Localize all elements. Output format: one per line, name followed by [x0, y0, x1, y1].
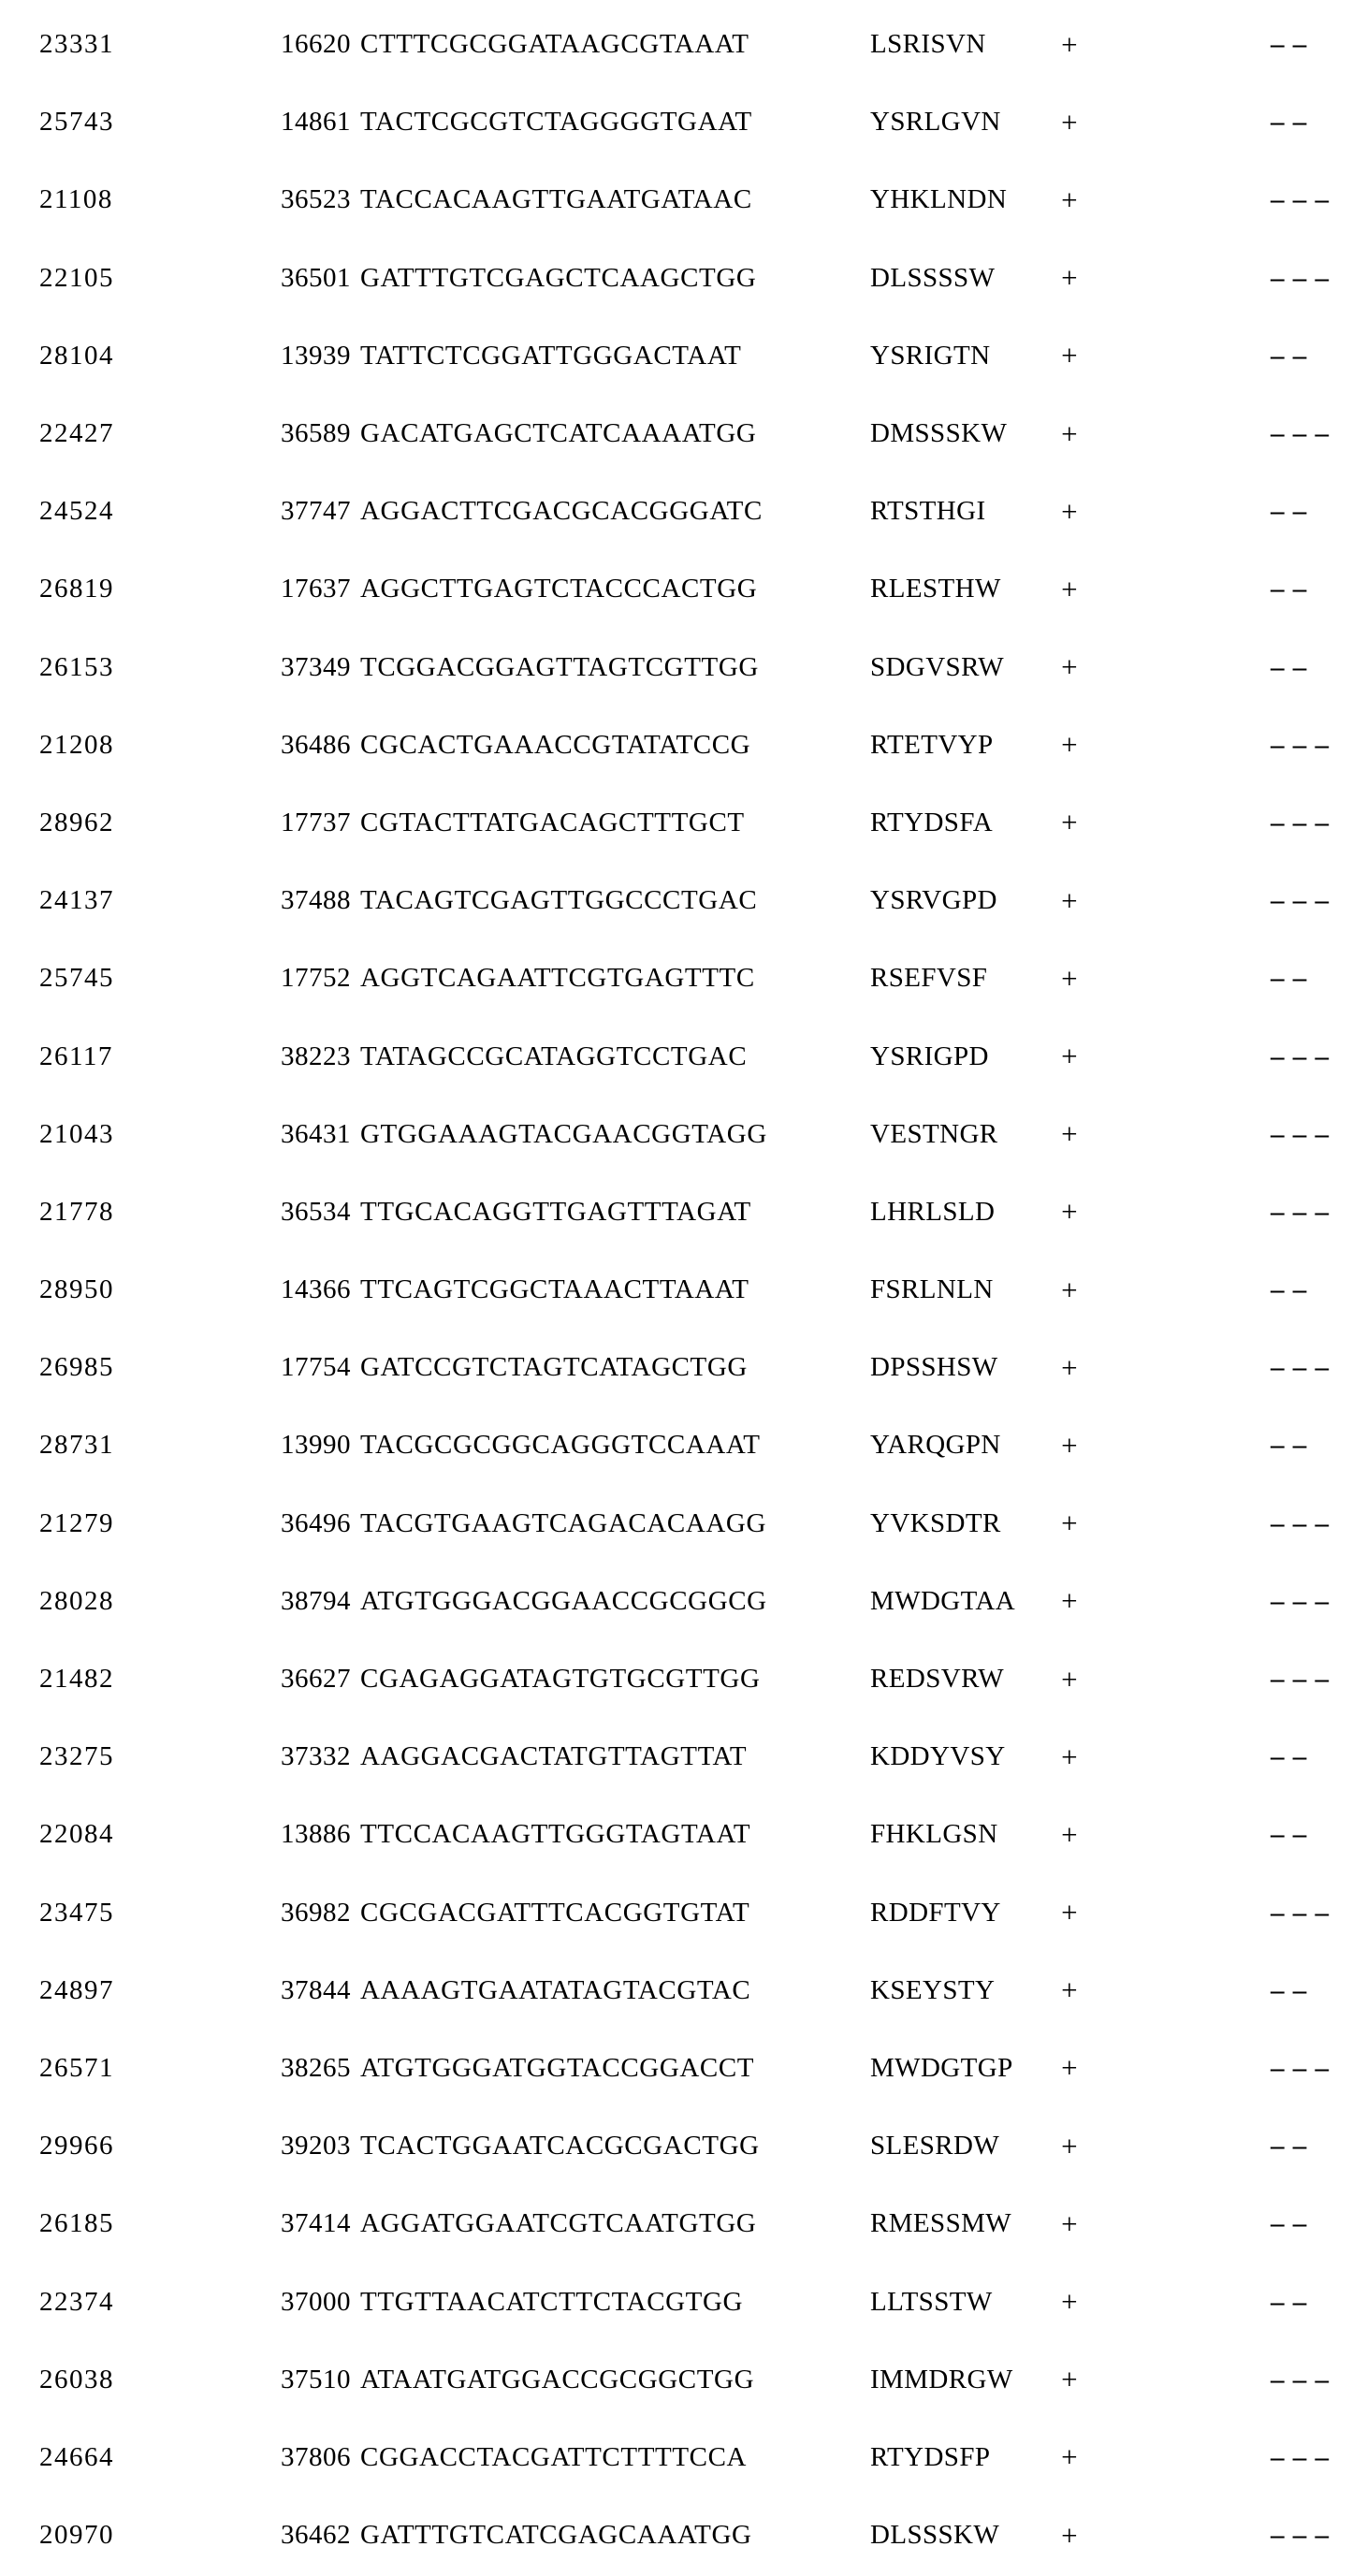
- peptide-sequence: SDGVSRW: [870, 651, 1004, 682]
- dash-marks: – –: [1271, 574, 1308, 604]
- peptide-sequence: DLSSSSW: [870, 262, 996, 293]
- clone-id: 26571: [39, 2052, 114, 2083]
- clone-id: 21208: [39, 729, 114, 760]
- dna-sequence: TACGTGAAGTCAGACACAAGG: [360, 1507, 766, 1538]
- dash-marks: – – –: [1271, 2364, 1330, 2394]
- clone-id: 29966: [39, 2131, 114, 2161]
- dash-marks: – –: [1271, 29, 1308, 60]
- peptide-sequence: YHKLNDN: [870, 184, 1008, 215]
- table-row: [39, 1874, 1367, 1952]
- dna-sequence: TCACTGGAATCACGCGACTGG: [360, 2131, 760, 2161]
- peptide-sequence: DMSSSKW: [870, 418, 1008, 449]
- dash-marks: – –: [1271, 1974, 1308, 2005]
- clone-id: 22427: [39, 418, 114, 449]
- dna-sequence: TACTCGCGTCTAGGGGTGAAT: [360, 107, 752, 138]
- strand-plus-sign: +: [1061, 2440, 1078, 2474]
- strand-plus-sign: +: [1061, 2051, 1078, 2085]
- clone-id: 22084: [39, 1819, 114, 1850]
- dash-marks: – – –: [1271, 2441, 1330, 2472]
- dash-marks: – –: [1271, 1819, 1308, 1850]
- peptide-sequence: YSRLGVN: [870, 107, 1001, 138]
- table-row: [39, 240, 1367, 317]
- dna-sequence: TATAGCCGCATAGGTCCTGAC: [360, 1041, 748, 1071]
- strand-plus-sign: +: [1061, 572, 1078, 605]
- dna-sequence: TTCCACAAGTTGGGTAGTAAT: [360, 1819, 751, 1850]
- table-row: [39, 2185, 1367, 2263]
- peptide-sequence: RTYDSFP: [870, 2441, 991, 2472]
- peptide-sequence: RLESTHW: [870, 574, 1001, 604]
- peptide-sequence: DPSSHSW: [870, 1352, 998, 1383]
- table-row: [39, 1640, 1367, 1718]
- strand-plus-sign: +: [1061, 1506, 1078, 1540]
- dna-sequence: AGGACTTCGACGCACGGGATC: [360, 496, 763, 527]
- dna-sequence: TCGGACGGAGTTAGTCGTTGG: [360, 651, 759, 682]
- peptide-sequence: LLTSSTW: [870, 2286, 993, 2317]
- clone-id: 28950: [39, 1274, 114, 1305]
- clone-id: 22105: [39, 262, 114, 293]
- strand-plus-sign: +: [1061, 27, 1078, 61]
- peptide-sequence: YSRIGPD: [870, 1041, 989, 1071]
- strand-plus-sign: +: [1061, 339, 1078, 372]
- dash-marks: – – –: [1271, 184, 1330, 215]
- strand-plus-sign: +: [1061, 416, 1078, 450]
- position-number: 16620: [281, 29, 351, 60]
- dna-sequence: AAAAGTGAATATAGTACGTAC: [360, 1974, 751, 2005]
- dna-sequence: GATTTGTCGAGCTCAAGCTGG: [360, 262, 757, 293]
- position-number: 17737: [281, 807, 351, 837]
- dna-sequence: AGGCTTGAGTCTACCCACTGG: [360, 574, 758, 604]
- position-number: 36627: [281, 1664, 351, 1695]
- position-number: 13886: [281, 1819, 351, 1850]
- position-number: 14366: [281, 1274, 351, 1305]
- table-row: [39, 1563, 1367, 1640]
- strand-plus-sign: +: [1061, 2518, 1078, 2552]
- dash-marks: – –: [1271, 651, 1308, 682]
- clone-id: 23331: [39, 29, 114, 60]
- dash-marks: – –: [1271, 496, 1308, 527]
- table-row: [39, 550, 1367, 628]
- table-row: [39, 1329, 1367, 1406]
- dna-sequence: ATGTGGGACGGAACCGCGGCG: [360, 1585, 767, 1616]
- dna-sequence: TTCAGTCGGCTAAACTTAAAT: [360, 1274, 749, 1305]
- clone-id: 20970: [39, 2520, 114, 2551]
- table-row: [39, 1952, 1367, 2030]
- dna-sequence: CGGACCTACGATTCTTTTCCA: [360, 2441, 748, 2472]
- dna-sequence: TTGTTAACATCTTCTACGTGG: [360, 2286, 744, 2317]
- peptide-sequence: DLSSSKW: [870, 2520, 1000, 2551]
- dash-marks: – –: [1271, 963, 1308, 994]
- peptide-sequence: RSEFVSF: [870, 963, 988, 994]
- clone-id: 23275: [39, 1741, 114, 1772]
- clone-id: 26185: [39, 2208, 114, 2239]
- position-number: 17754: [281, 1352, 351, 1383]
- dna-sequence: CGAGAGGATAGTGTGCGTTGG: [360, 1664, 761, 1695]
- position-number: 36501: [281, 262, 351, 293]
- position-number: 36523: [281, 184, 351, 215]
- strand-plus-sign: +: [1061, 883, 1078, 917]
- peptide-sequence: LHRLSLD: [870, 1196, 996, 1227]
- clone-id: 26985: [39, 1352, 114, 1383]
- table-row: [39, 1406, 1367, 1484]
- table-row: [39, 939, 1367, 1017]
- dash-marks: – – –: [1271, 1118, 1330, 1149]
- clone-id: 21482: [39, 1664, 114, 1695]
- dna-sequence: TACCACAAGTTGAATGATAAC: [360, 184, 752, 215]
- strand-plus-sign: +: [1061, 494, 1078, 528]
- dna-sequence: CGTACTTATGACAGCTTTGCT: [360, 807, 745, 837]
- dash-marks: – – –: [1271, 885, 1330, 916]
- position-number: 37806: [281, 2441, 351, 2472]
- strand-plus-sign: +: [1061, 2285, 1078, 2319]
- position-number: 36496: [281, 1507, 351, 1538]
- clone-id: 24897: [39, 1974, 114, 2005]
- peptide-sequence: RTYDSFA: [870, 807, 994, 837]
- strand-plus-sign: +: [1061, 1195, 1078, 1229]
- position-number: 36486: [281, 729, 351, 760]
- table-row: [39, 2341, 1367, 2419]
- strand-plus-sign: +: [1061, 728, 1078, 762]
- table-row: [39, 629, 1367, 706]
- position-number: 37747: [281, 496, 351, 527]
- position-number: 37488: [281, 885, 351, 916]
- clone-id: 26819: [39, 574, 114, 604]
- strand-plus-sign: +: [1061, 806, 1078, 839]
- dash-marks: – – –: [1271, 418, 1330, 449]
- strand-plus-sign: +: [1061, 650, 1078, 684]
- peptide-sequence: KSEYSTY: [870, 1974, 996, 2005]
- dash-marks: – – –: [1271, 1897, 1330, 1928]
- peptide-sequence: IMMDRGW: [870, 2364, 1013, 2394]
- dna-sequence: TATTCTCGGATTGGGACTAAT: [360, 340, 742, 371]
- strand-plus-sign: +: [1061, 1584, 1078, 1618]
- clone-id: 25745: [39, 963, 114, 994]
- dash-marks: – – –: [1271, 729, 1330, 760]
- strand-plus-sign: +: [1061, 261, 1078, 295]
- peptide-sequence: SLESRDW: [870, 2131, 1000, 2161]
- dash-marks: – –: [1271, 107, 1308, 138]
- position-number: 38265: [281, 2052, 351, 2083]
- dna-sequence: AAGGACGACTATGTTAGTTAT: [360, 1741, 748, 1772]
- strand-plus-sign: +: [1061, 2363, 1078, 2396]
- position-number: 37332: [281, 1741, 351, 1772]
- position-number: 17752: [281, 963, 351, 994]
- table-row: [39, 1485, 1367, 1563]
- peptide-sequence: RDDFTVY: [870, 1897, 1001, 1928]
- table-row: [39, 83, 1367, 161]
- strand-plus-sign: +: [1061, 1117, 1078, 1151]
- dash-marks: – –: [1271, 2131, 1308, 2161]
- clone-id: 28104: [39, 340, 114, 371]
- peptide-sequence: YSRIGTN: [870, 340, 991, 371]
- dna-sequence: TACGCGCGGCAGGGTCCAAAT: [360, 1430, 761, 1461]
- table-row: [39, 6, 1367, 83]
- strand-plus-sign: +: [1061, 1817, 1078, 1851]
- dash-marks: – – –: [1271, 1585, 1330, 1616]
- position-number: 38794: [281, 1585, 351, 1616]
- peptide-sequence: YVKSDTR: [870, 1507, 1001, 1538]
- dash-marks: – – –: [1271, 1664, 1330, 1695]
- table-row: [39, 784, 1367, 862]
- dash-marks: – –: [1271, 1741, 1308, 1772]
- dash-marks: – –: [1271, 340, 1308, 371]
- table-row: [39, 473, 1367, 550]
- dna-sequence: ATGTGGGATGGTACCGGACCT: [360, 2052, 755, 2083]
- peptide-sequence: FSRLNLN: [870, 1274, 994, 1305]
- table-row: [39, 706, 1367, 784]
- position-number: 17637: [281, 574, 351, 604]
- peptide-sequence: MWDGTGP: [870, 2052, 1013, 2083]
- dash-marks: – – –: [1271, 2052, 1330, 2083]
- peptide-sequence: LSRISVN: [870, 29, 986, 60]
- clone-id: 21778: [39, 1196, 114, 1227]
- clone-id: 24137: [39, 885, 114, 916]
- peptide-sequence: RTETVYP: [870, 729, 994, 760]
- table-row: [39, 1017, 1367, 1095]
- dna-sequence: GATCCGTCTAGTCATAGCTGG: [360, 1352, 748, 1383]
- clone-id: 21108: [39, 184, 113, 215]
- dna-sequence: AGGTCAGAATTCGTGAGTTTC: [360, 963, 755, 994]
- dash-marks: – – –: [1271, 1041, 1330, 1071]
- dash-marks: – – –: [1271, 1196, 1330, 1227]
- dash-marks: – –: [1271, 2286, 1308, 2317]
- sequence-table: [39, 6, 1367, 2574]
- table-row: [39, 1796, 1367, 1873]
- dna-sequence: GATTTGTCATCGAGCAAATGG: [360, 2520, 752, 2551]
- clone-id: 25743: [39, 107, 114, 138]
- peptide-sequence: YSRVGPD: [870, 885, 997, 916]
- clone-id: 28962: [39, 807, 114, 837]
- strand-plus-sign: +: [1061, 1273, 1078, 1306]
- peptide-sequence: FHKLGSN: [870, 1819, 998, 1850]
- strand-plus-sign: +: [1061, 2206, 1078, 2240]
- clone-id: 28028: [39, 1585, 114, 1616]
- dna-sequence: TACAGTCGAGTTGGCCCTGAC: [360, 885, 758, 916]
- position-number: 14861: [281, 107, 351, 138]
- strand-plus-sign: +: [1061, 961, 1078, 995]
- position-number: 36982: [281, 1897, 351, 1928]
- strand-plus-sign: +: [1061, 1428, 1078, 1462]
- clone-id: 24524: [39, 496, 114, 527]
- table-row: [39, 2030, 1367, 2107]
- dash-marks: – –: [1271, 1274, 1308, 1305]
- position-number: 37510: [281, 2364, 351, 2394]
- table-row: [39, 862, 1367, 939]
- position-number: 37844: [281, 1974, 351, 2005]
- strand-plus-sign: +: [1061, 1662, 1078, 1696]
- position-number: 36462: [281, 2520, 351, 2551]
- position-number: 37000: [281, 2286, 351, 2317]
- dash-marks: – – –: [1271, 262, 1330, 293]
- position-number: 13990: [281, 1430, 351, 1461]
- table-row: [39, 1096, 1367, 1173]
- peptide-sequence: YARQGPN: [870, 1430, 1001, 1461]
- clone-id: 26038: [39, 2364, 114, 2394]
- peptide-sequence: REDSVRW: [870, 1664, 1004, 1695]
- clone-id: 28731: [39, 1430, 114, 1461]
- dash-marks: – – –: [1271, 1352, 1330, 1383]
- strand-plus-sign: +: [1061, 182, 1078, 216]
- strand-plus-sign: +: [1061, 1973, 1078, 2007]
- peptide-sequence: RTSTHGI: [870, 496, 986, 527]
- table-row: [39, 2107, 1367, 2185]
- table-row: [39, 2419, 1367, 2496]
- dna-sequence: CGCGACGATTTCACGGTGTAT: [360, 1897, 750, 1928]
- dash-marks: – – –: [1271, 807, 1330, 837]
- table-row: [39, 1173, 1367, 1251]
- strand-plus-sign: +: [1061, 1040, 1078, 1073]
- position-number: 13939: [281, 340, 351, 371]
- position-number: 36431: [281, 1118, 351, 1149]
- table-row: [39, 1718, 1367, 1796]
- dna-sequence: GTGGAAAGTACGAACGGTAGG: [360, 1118, 767, 1149]
- position-number: 37414: [281, 2208, 351, 2239]
- dna-sequence: AGGATGGAATCGTCAATGTGG: [360, 2208, 757, 2239]
- table-row: [39, 317, 1367, 395]
- dash-marks: – – –: [1271, 1507, 1330, 1538]
- clone-id: 22374: [39, 2286, 114, 2317]
- dash-marks: – –: [1271, 2208, 1308, 2239]
- peptide-sequence: KDDYVSY: [870, 1741, 1006, 1772]
- dna-sequence: CTTTCGCGGATAAGCGTAAAT: [360, 29, 749, 60]
- dash-marks: – – –: [1271, 2520, 1330, 2551]
- table-row: [39, 2263, 1367, 2340]
- dna-sequence: TTGCACAGGTTGAGTTTAGAT: [360, 1196, 751, 1227]
- clone-id: 23475: [39, 1897, 114, 1928]
- dash-marks: – –: [1271, 1430, 1308, 1461]
- clone-id: 26117: [39, 1041, 113, 1071]
- dna-sequence: GACATGAGCTCATCAAAATGG: [360, 418, 757, 449]
- position-number: 37349: [281, 651, 351, 682]
- strand-plus-sign: +: [1061, 1739, 1078, 1773]
- table-row: [39, 395, 1367, 473]
- clone-id: 21043: [39, 1118, 114, 1149]
- peptide-sequence: VESTNGR: [870, 1118, 998, 1149]
- dna-sequence: CGCACTGAAACCGTATATCCG: [360, 729, 751, 760]
- position-number: 38223: [281, 1041, 351, 1071]
- strand-plus-sign: +: [1061, 2129, 1078, 2162]
- clone-id: 21279: [39, 1507, 114, 1538]
- clone-id: 26153: [39, 651, 114, 682]
- strand-plus-sign: +: [1061, 105, 1078, 138]
- position-number: 36534: [281, 1196, 351, 1227]
- strand-plus-sign: +: [1061, 1350, 1078, 1384]
- position-number: 39203: [281, 2131, 351, 2161]
- position-number: 36589: [281, 418, 351, 449]
- strand-plus-sign: +: [1061, 1896, 1078, 1929]
- table-row: [39, 1251, 1367, 1329]
- dna-sequence: ATAATGATGGACCGCGGCTGG: [360, 2364, 755, 2394]
- peptide-sequence: RMESSMW: [870, 2208, 1012, 2239]
- clone-id: 24664: [39, 2441, 114, 2472]
- peptide-sequence: MWDGTAA: [870, 1585, 1016, 1616]
- table-row: [39, 2496, 1367, 2574]
- table-row: [39, 161, 1367, 239]
